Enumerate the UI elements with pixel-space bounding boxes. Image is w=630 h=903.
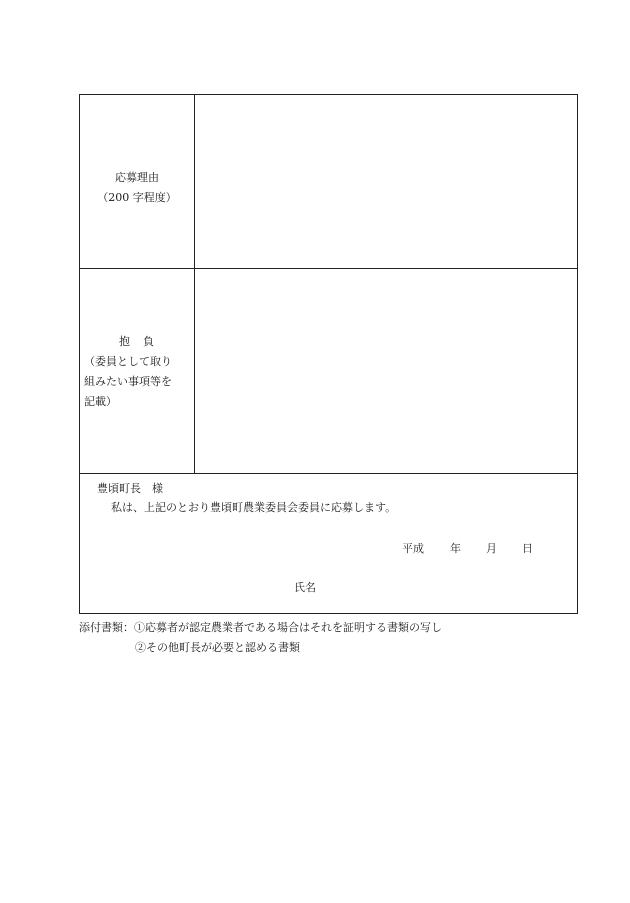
reason-row bbox=[80, 95, 577, 269]
aspiration-row bbox=[80, 269, 577, 474]
reason-sublabel: （200 字程度） bbox=[97, 191, 177, 204]
reason-label-cell bbox=[80, 95, 195, 268]
date-era: 平成 bbox=[402, 542, 424, 555]
declaration-row bbox=[80, 474, 577, 615]
application-form bbox=[79, 94, 578, 614]
aspiration-sublabel-line1: （委員として取り bbox=[84, 355, 172, 368]
attachments-line1: 添付書類：①応募者が認定農業者である場合はそれを証明する書類の写し bbox=[79, 621, 442, 634]
reason-label: 応募理由 bbox=[115, 171, 159, 184]
aspiration-content-field[interactable] bbox=[195, 269, 577, 473]
date-year: 年 bbox=[450, 542, 461, 555]
date-line bbox=[402, 540, 533, 556]
aspiration-sublabel-line2: 組みたい事項等を bbox=[84, 375, 172, 388]
reason-content-field[interactable] bbox=[195, 95, 577, 268]
name-label: 氏名 bbox=[294, 581, 316, 594]
date-month: 月 bbox=[486, 542, 497, 555]
date-day: 日 bbox=[522, 542, 533, 555]
addressee: 豊頃町長 様 bbox=[97, 482, 163, 495]
attachments-line2: ②その他町長が必要と認める書類 bbox=[135, 641, 300, 654]
declaration-statement: 私は、上記のとおり豊頃町農業委員会委員に応募します。 bbox=[111, 501, 397, 514]
aspiration-label-cell bbox=[80, 269, 195, 473]
aspiration-sublabel-line3: 記載） bbox=[84, 395, 117, 408]
aspiration-label: 抱 負 bbox=[119, 335, 155, 348]
